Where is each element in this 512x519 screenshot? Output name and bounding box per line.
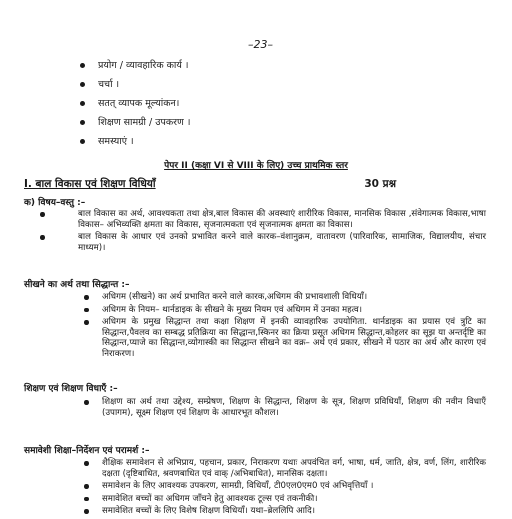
section-title: I. बाल विकास एवं शिक्षण विधियाँ	[24, 178, 156, 190]
list-item: समस्याएं ।	[78, 132, 191, 151]
list-item: प्रयोग / व्यावहारिक कार्य ।	[78, 56, 191, 75]
subsection-heading: समावेशी शिक्षा–निर्देशन एवं परामर्श :–	[24, 446, 150, 456]
list-item: शैक्षिक समावेशन से अभिप्राय, पहचान, प्रकार, निराकरण यथाः अपवंचित वर्ग, भाषा, धर्म, जाति, क्षेत्र, वर्ण, लिंग, शारीरिक दक्षता (दृष्टिबाधित, श्रवणबाधित एवं वाक् /अभिबाधित), मानसिक दक्षता।	[82, 458, 486, 479]
subsection-heading: क) विषय–वस्तु :–	[24, 198, 86, 208]
subsection-list	[82, 292, 486, 362]
list-item: सतत् व्यापक मूल्यांकन।	[78, 94, 191, 113]
list-item: समावेशित बच्चों के लिए विशेष शिक्षण विधियाँ। यथा–ब्रेललिपि आदि।	[82, 506, 486, 517]
list-item: बाल विकास के आधार एवं उनको प्रभावित करने वाले कारक–वंशानुक्रम, वातावरण (पारिवारिक, सामाजिक, विद्यालयीय, संचार माध्यम)।	[58, 232, 486, 253]
list-item: समावेशित बच्चों का अधिगम जाँचने हेतु आवश्यक टूल्स एवं तकनीकी।	[82, 494, 486, 505]
subsection-list	[58, 209, 486, 255]
top-bullet-list	[78, 56, 191, 151]
question-count: 30 प्रश्न	[364, 178, 396, 190]
list-item: अधिगम (सीखने) का अर्थ प्रभावित करने वाले कारक,अधिगम की प्रभावशाली विधियाँ।	[82, 292, 486, 303]
subsection-list	[82, 458, 486, 519]
paper-title: पेपर II (कक्षा VI से VIII के लिए) उच्च प्राथमिक स्तर	[164, 161, 348, 171]
list-item: अधिगम के प्रमुख सिद्धान्त तथा कक्षा शिक्षण में इनकी व्यावहारिक उपयोगिता. थार्नडाइक का प्रयास एवं त्रुटि का सिद्धान्त,पैवलव का सम्बद्ध प्रतिक्रिया का सिद्धान्त,स्किनर का क्रिया प्रसूत अधिगम सिद्धान्त,कोहलर का सूझ या अन्तर्दृष्टि का सिद्धान्त,प्याजे का सिद्धान्त,व्योगास्की का सिद्धान्त सीखने का वक्र– अर्थ एवं प्रकार, सीखने में पठार का अर्थ और कारण एवं निराकरण।	[82, 317, 486, 359]
list-item: समावेशन के लिए आवश्यक उपकरण, सामग्री, विधियाँ, टी0एल0एम0 एवं अभिवृत्तियाँ ।	[82, 481, 486, 492]
section-header	[24, 177, 488, 191]
page-number: –23–	[248, 38, 273, 51]
list-item: चर्चा ।	[78, 75, 191, 94]
subsection-list	[82, 397, 486, 420]
list-item: बाल विकास का अर्थ, आवश्यकता तथा क्षेत्र,बाल विकास की अवस्थाएं शारीरिक विकास, मानसिक विकास ,संवेगात्मक विकास,भाषा विकास– अभिव्यक्ति क्षमता का विकास, सृजनात्मकता एवं सृजनात्मक क्षमता का विकास।	[58, 209, 486, 230]
subsection-heading: सीखने का अर्थ तथा सिद्धान्त :–	[24, 280, 130, 290]
list-item: अधिगम के नियम– थार्नडाइक के सीखने के मुख्य नियम एवं अधिगम में उनका महत्व।	[82, 305, 486, 316]
list-item: शिक्षण सामग्री / उपकरण ।	[78, 113, 191, 132]
list-item: शिक्षण का अर्थ तथा उद्देश्य, सम्प्रेषण, शिक्षण के सिद्धान्त, शिक्षण के सूत्र, शिक्षण प्रविधियाँ, शिक्षण की नवीन विधाएँ (उपागम), सूक्ष्म शिक्षण एवं शिक्षण के आधारभूत कौशल।	[82, 397, 486, 418]
subsection-heading: शिक्षण एवं शिक्षण विधाएँ :–	[24, 384, 118, 394]
